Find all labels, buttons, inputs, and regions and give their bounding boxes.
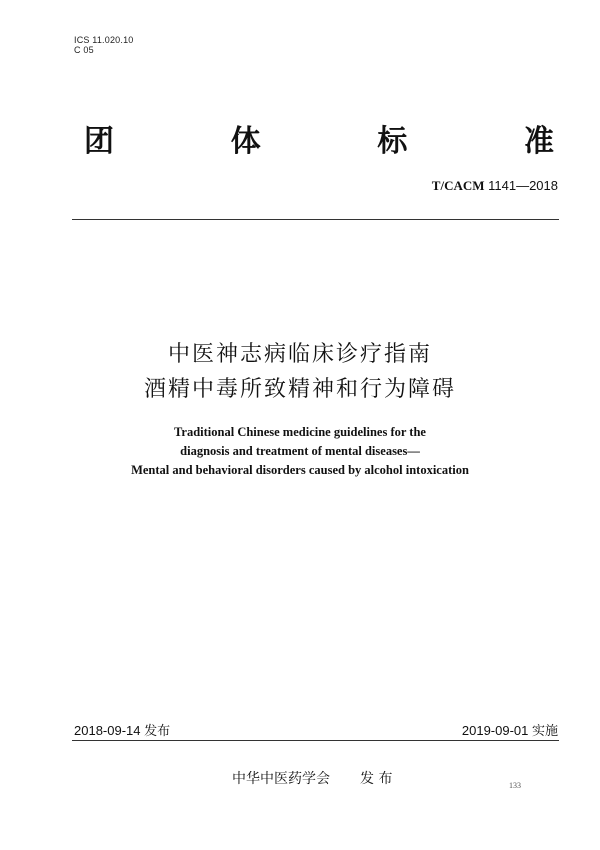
zh-title-line-1: 中医神志病临床诊疗指南: [167, 342, 432, 367]
standard-code-number: 1141—2018: [488, 178, 558, 193]
standard-type-char: 体: [230, 124, 261, 159]
issuer: [232, 768, 392, 788]
en-title-line-3: Mental and behavioral disorders caused by alcohol intoxication: [131, 463, 469, 477]
standard-type-char: 团: [84, 124, 114, 159]
en-title-line-2: diagnosis and treatment of mental diseases—: [180, 444, 420, 458]
ccs-code: C 05: [74, 45, 94, 55]
bottom-divider: [72, 740, 559, 741]
ics-code: ICS 11.020.10: [74, 35, 134, 45]
standard-type-char: 标: [377, 124, 408, 159]
standard-type-char: 准: [523, 124, 554, 159]
issuer-action: 发 布: [360, 771, 393, 787]
en-title-line-1: Traditional Chinese medicine guidelines for the: [174, 425, 426, 439]
top-divider: [72, 219, 559, 220]
zh-title-line-2: 酒精中毒所致精神和行为障碍: [143, 377, 456, 402]
issuer-org: 中华中医药学会: [232, 771, 330, 787]
standard-type-heading: [84, 116, 554, 160]
publish-date: 2018-09-14 发布: [74, 723, 171, 738]
standard-code-prefix: T/CACM: [431, 178, 485, 193]
page-number: 133: [509, 781, 521, 790]
standard-code: [432, 178, 558, 194]
implement-date: 2019-09-01 实施: [461, 723, 558, 738]
